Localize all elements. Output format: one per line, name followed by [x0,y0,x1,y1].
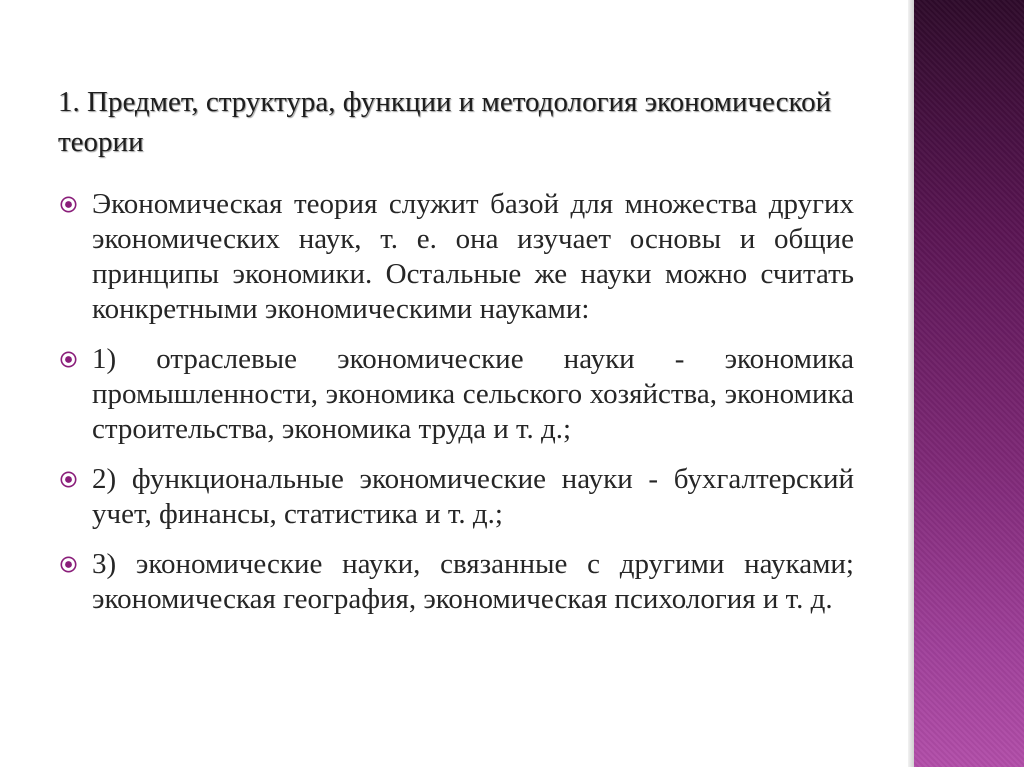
bullet-item [58,187,854,327]
bullet-item [58,342,854,447]
bullet-item [58,547,854,617]
bullet-circle-icon [60,471,77,488]
slide-title: 1. Предмет, структура, функции и методология экономической теории [58,86,832,158]
bullet-circle-icon [60,196,77,213]
bullet-circle-icon [60,351,77,368]
bullet-text: Экономическая теория служит базой для множества других экономических наук, т. е. она изучает основы и общие принципы экономики. Остальные же науки можно считать конкретными экономическими науками: [92,188,854,325]
decorative-side-panel [914,0,1024,767]
bullet-item [58,462,854,532]
bullet-circle-icon [60,556,77,573]
bullet-text: 1) отраслевые экономические науки - экономика промышленности, экономика сельского хозяйства, экономика строительства, экономика труда и т. д.; [92,343,854,445]
bullet-text: 3) экономические науки, связанные с другими науками; экономическая география, экономическая психология и т. д. [92,548,854,615]
bullet-text: 2) функциональные экономические науки - бухгалтерский учет, финансы, статистика и т. д.; [92,463,854,530]
bullet-list [58,187,854,632]
